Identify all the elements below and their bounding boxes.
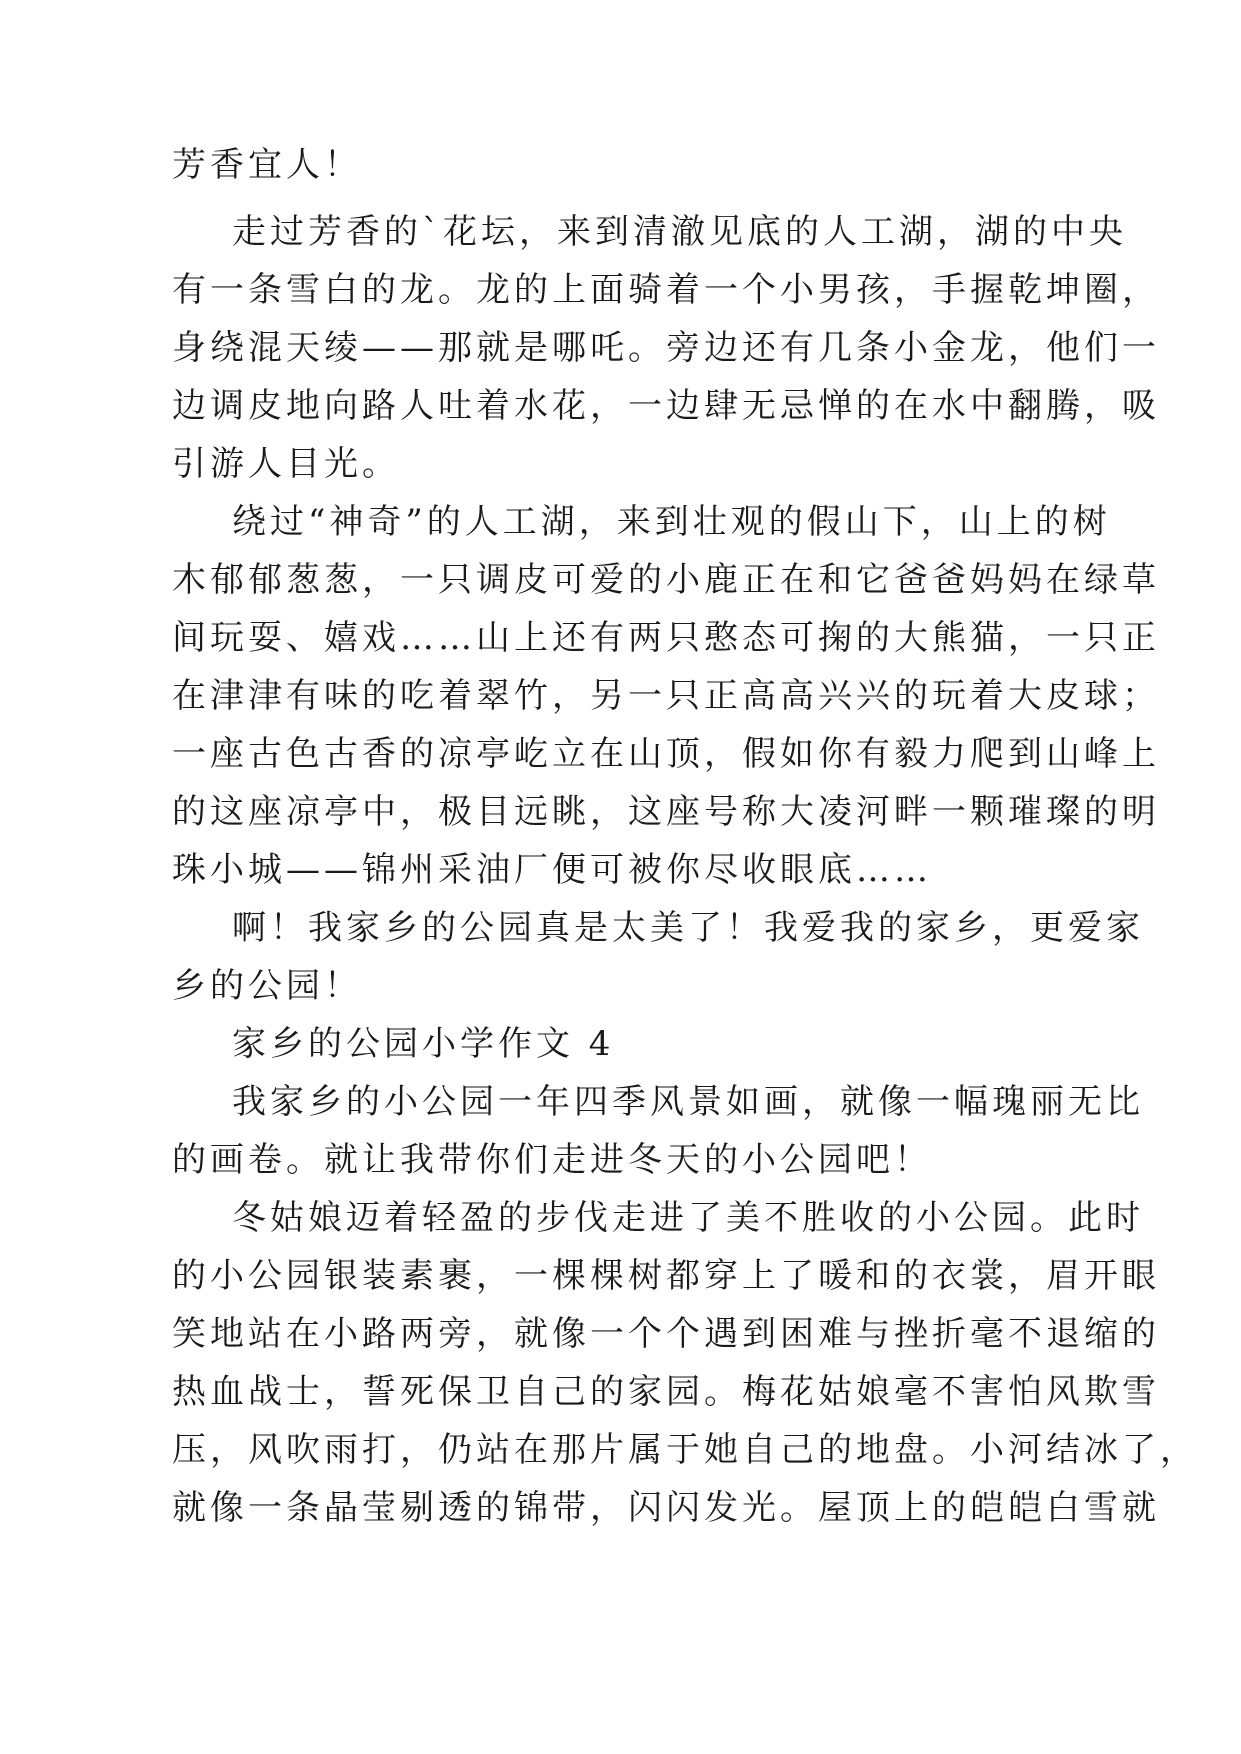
text-line: 热血战士，誓死保卫自己的家园。梅花姑娘毫不害怕风欺雪	[172, 1372, 1160, 1412]
paragraph-first-line: 冬姑娘迈着轻盈的步伐走进了美不胜收的小公园。此时	[232, 1198, 1144, 1238]
text-line: 珠小城——锦州采油厂便可被你尽收眼底……	[172, 850, 932, 890]
paragraph-first-line: 我家乡的小公园一年四季风景如画，就像一幅瑰丽无比	[232, 1082, 1144, 1122]
text-line: 在津津有味的吃着翠竹，另一只正高高兴兴的玩着大皮球；	[172, 676, 1160, 716]
paragraph-first-line: 啊！我家乡的公园真是太美了！我爱我的家乡，更爱家	[232, 908, 1144, 948]
text-line: 的小公园银装素裹，一棵棵树都穿上了暖和的衣裳，眉开眼	[172, 1256, 1160, 1296]
text-line: 就像一条晶莹剔透的锦带，闪闪发光。屋顶上的皑皑白雪就	[172, 1488, 1160, 1528]
text-line: 间玩耍、嬉戏……山上还有两只憨态可掬的大熊猫，一只正	[172, 618, 1160, 658]
section-heading: 家乡的公园小学作文 4	[232, 1024, 615, 1064]
text-line: 的画卷。就让我带你们走进冬天的小公园吧！	[172, 1140, 932, 1180]
text-line: 边调皮地向路人吐着水花，一边肆无忌惮的在水中翻腾，吸	[172, 386, 1160, 426]
text-line: 的这座凉亭中，极目远眺，这座号称大凌河畔一颗璀璨的明	[172, 792, 1160, 832]
text-line: 一座古色古香的凉亭屹立在山顶，假如你有毅力爬到山峰上	[172, 734, 1160, 774]
text-line: 引游人目光。	[172, 444, 400, 484]
text-line: 身绕混天绫——那就是哪吒。旁边还有几条小金龙，他们一	[172, 328, 1160, 368]
text-line: 笑地站在小路两旁，就像一个个遇到困难与挫折毫不退缩的	[172, 1314, 1160, 1354]
paragraph-first-line: 走过芳香的`花坛，来到清澈见底的人工湖，湖的中央	[232, 212, 1127, 252]
text-line: 压，风吹雨打，仍站在那片属于她自己的地盘。小河结冰了，	[172, 1430, 1198, 1470]
text-line: 芳香宜人！	[172, 145, 362, 185]
paragraph-first-line: 绕过“神奇”的人工湖，来到壮观的假山下，山上的树	[232, 502, 1111, 542]
text-line: 乡的公园！	[172, 966, 362, 1006]
text-line: 木郁郁葱葱，一只调皮可爱的小鹿正在和它爸爸妈妈在绿草	[172, 560, 1160, 600]
text-line: 有一条雪白的龙。龙的上面骑着一个小男孩，手握乾坤圈，	[172, 270, 1160, 310]
